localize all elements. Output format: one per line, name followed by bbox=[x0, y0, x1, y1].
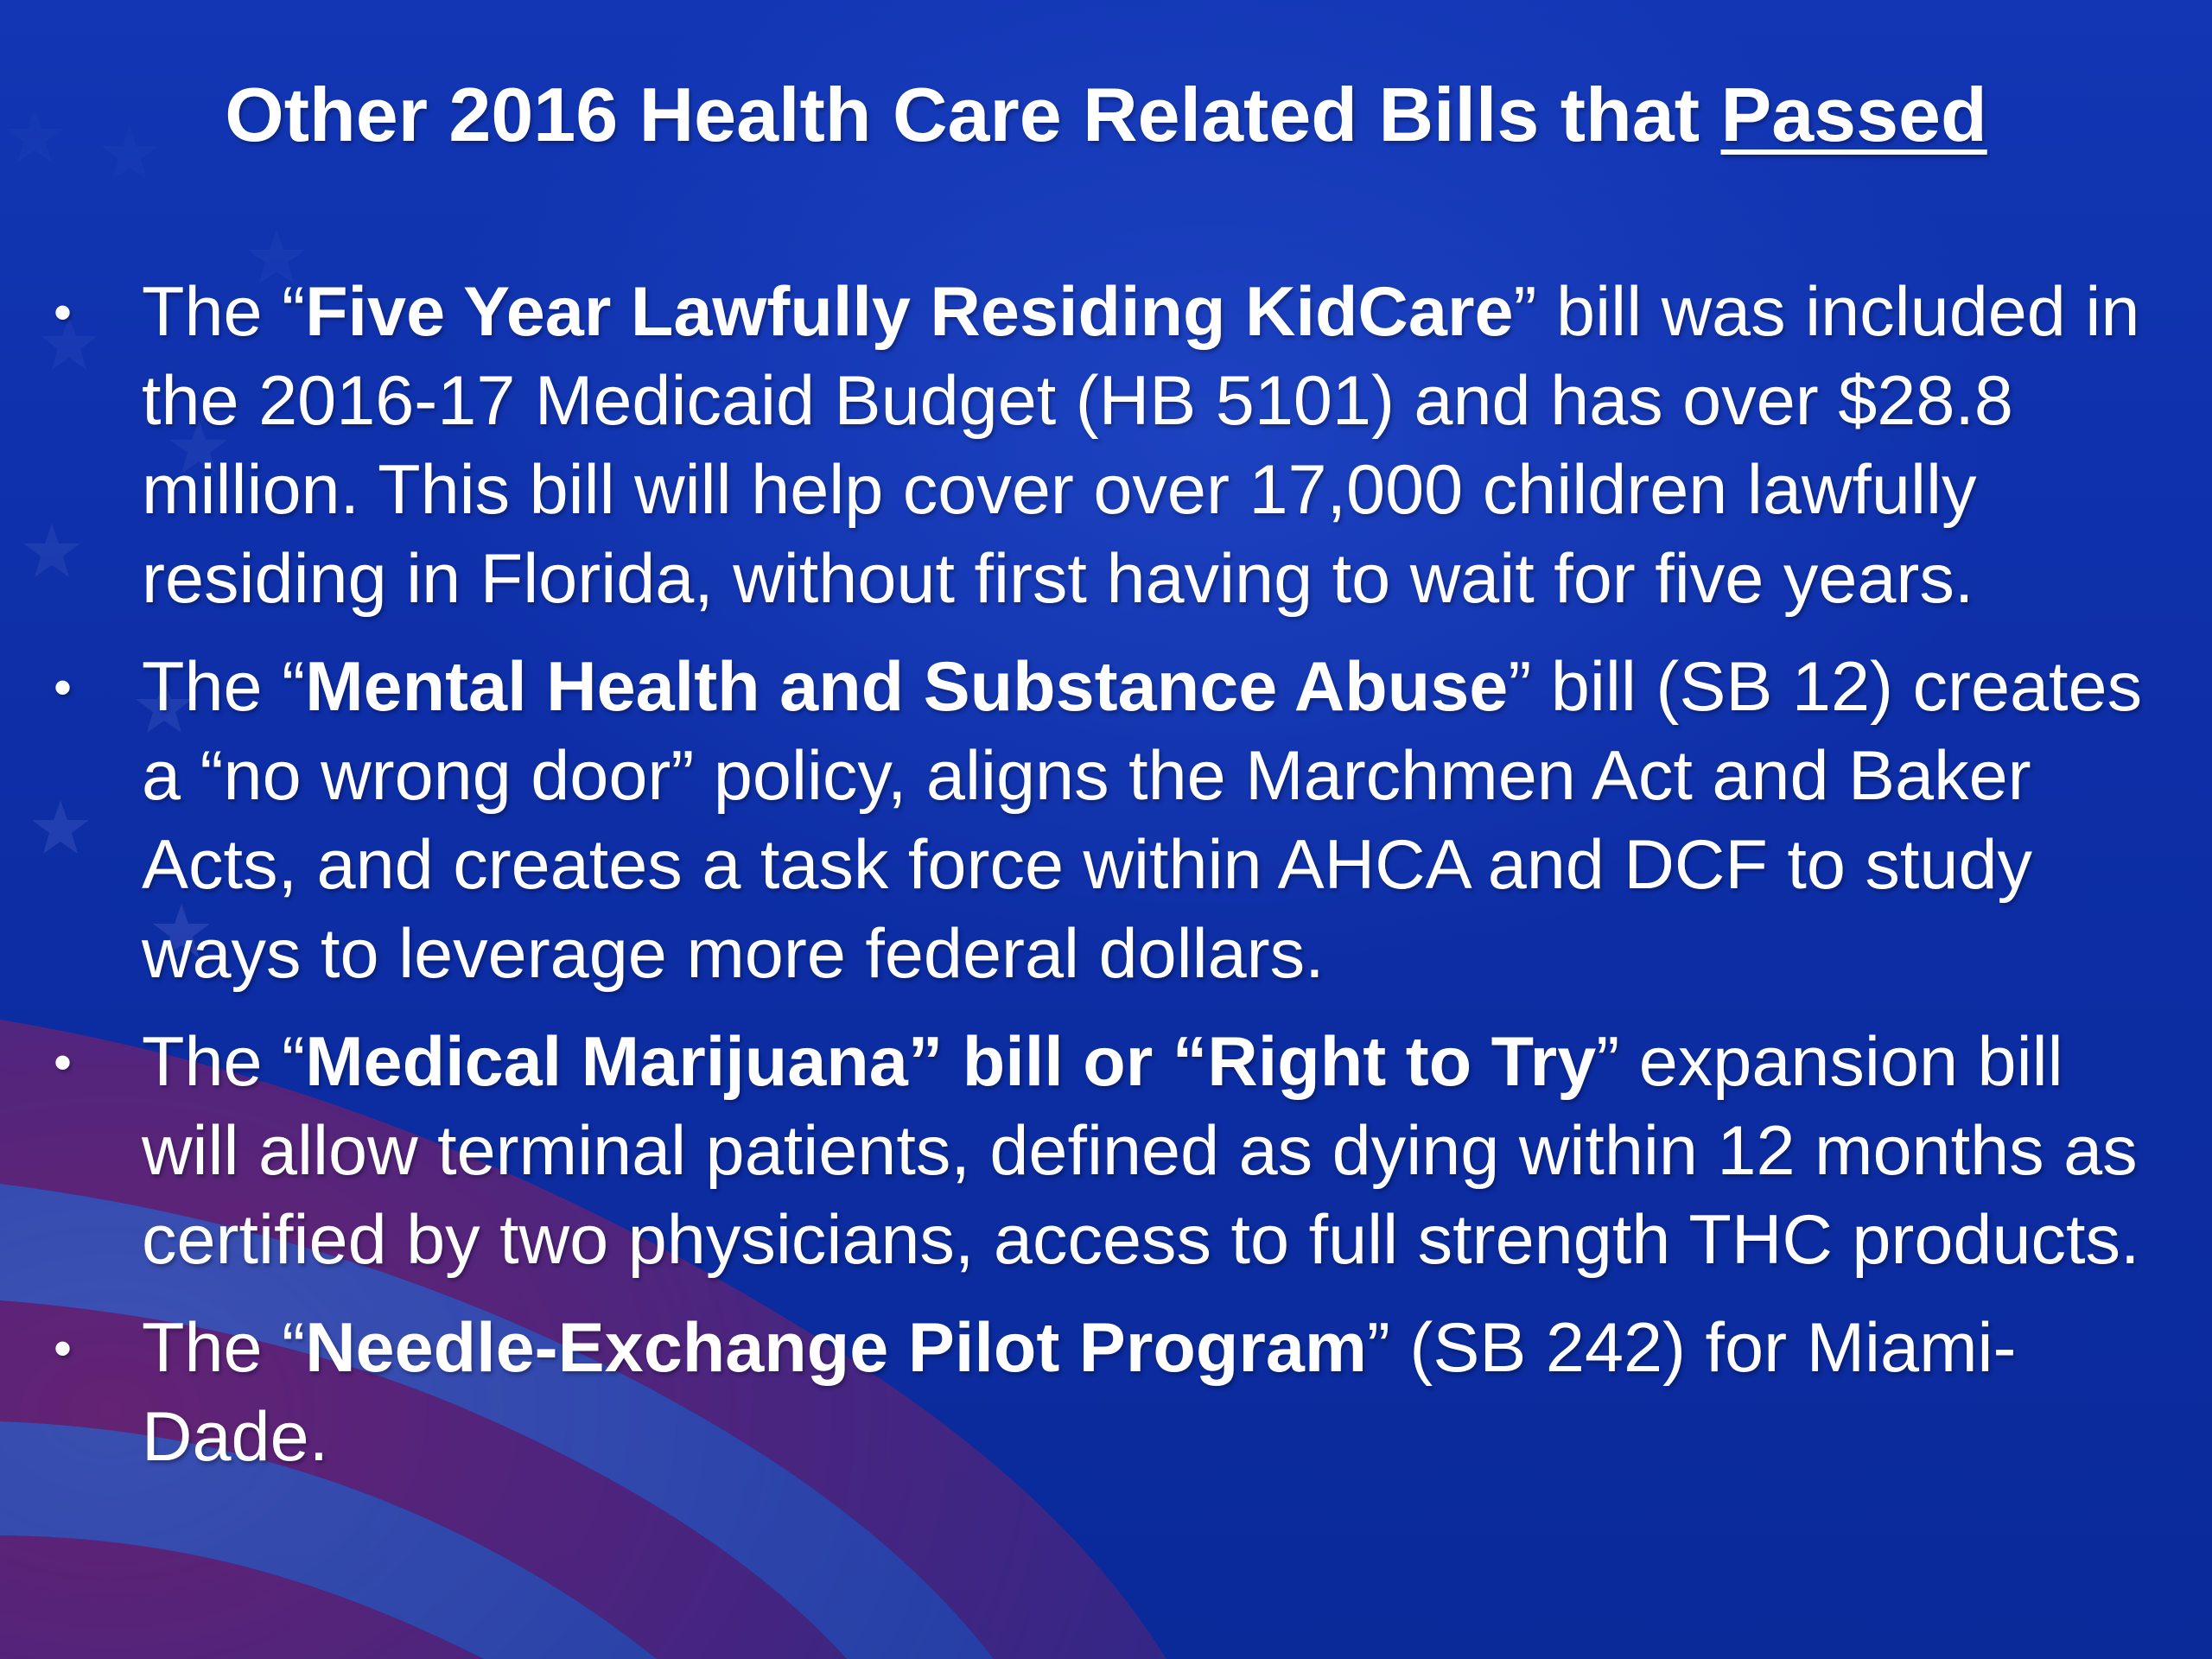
bullet-item bbox=[0, 1018, 2212, 1285]
bullet-bold-text: Needle-Exchange Pilot Program bbox=[305, 1309, 1367, 1387]
bullet-dot-icon: • bbox=[54, 658, 73, 716]
bullet-rest-text: ” (SB 242) for Miami-Dade. bbox=[142, 1309, 2017, 1476]
bullet-lead-text: The “ bbox=[142, 273, 306, 351]
bullet-rest-text: ” bill (SB 12) creates a “no wrong door” policy, aligns the Marchmen Act and Baker Acts, and creates a task force within AHCA and DCF to study ways to leverage more federal dollars. bbox=[142, 648, 2143, 993]
slide-title-text: Other 2016 Health Care Related Bills that bbox=[225, 72, 1721, 157]
bullet-list bbox=[0, 268, 2212, 1501]
bullet-lead-text: The “ bbox=[142, 648, 306, 726]
bullet-item bbox=[0, 1304, 2212, 1482]
bullet-item bbox=[0, 268, 2212, 624]
bullet-dot-icon: • bbox=[54, 1033, 73, 1091]
bullet-rest-text: ” bill was included in the 2016-17 Medicaid Budget (HB 5101) and has over $28.8 million. This bill will help cover over 17,000 children lawfully residing in Florida, without first having to wait for five years. bbox=[142, 273, 2140, 618]
slide-title bbox=[0, 67, 2212, 162]
bullet-lead-text: The “ bbox=[142, 1309, 306, 1387]
bullet-dot-icon: • bbox=[54, 1319, 73, 1377]
bullet-lead-text: The “ bbox=[142, 1023, 306, 1101]
slide-title-underlined-word: Passed bbox=[1720, 72, 1987, 157]
bullet-bold-text: Five Year Lawfully Residing KidCare bbox=[305, 273, 1514, 351]
bullet-dot-icon: • bbox=[54, 283, 73, 341]
bullet-bold-text: Medical Marijuana” bill or “Right to Try bbox=[305, 1023, 1597, 1101]
bullet-item bbox=[0, 643, 2212, 999]
bullet-bold-text: Mental Health and Substance Abuse bbox=[305, 648, 1509, 726]
bullet-rest-text: ” expansion bill will allow terminal patients, defined as dying within 12 months as certified by two physicians, access to full strength THC products. bbox=[142, 1023, 2140, 1279]
